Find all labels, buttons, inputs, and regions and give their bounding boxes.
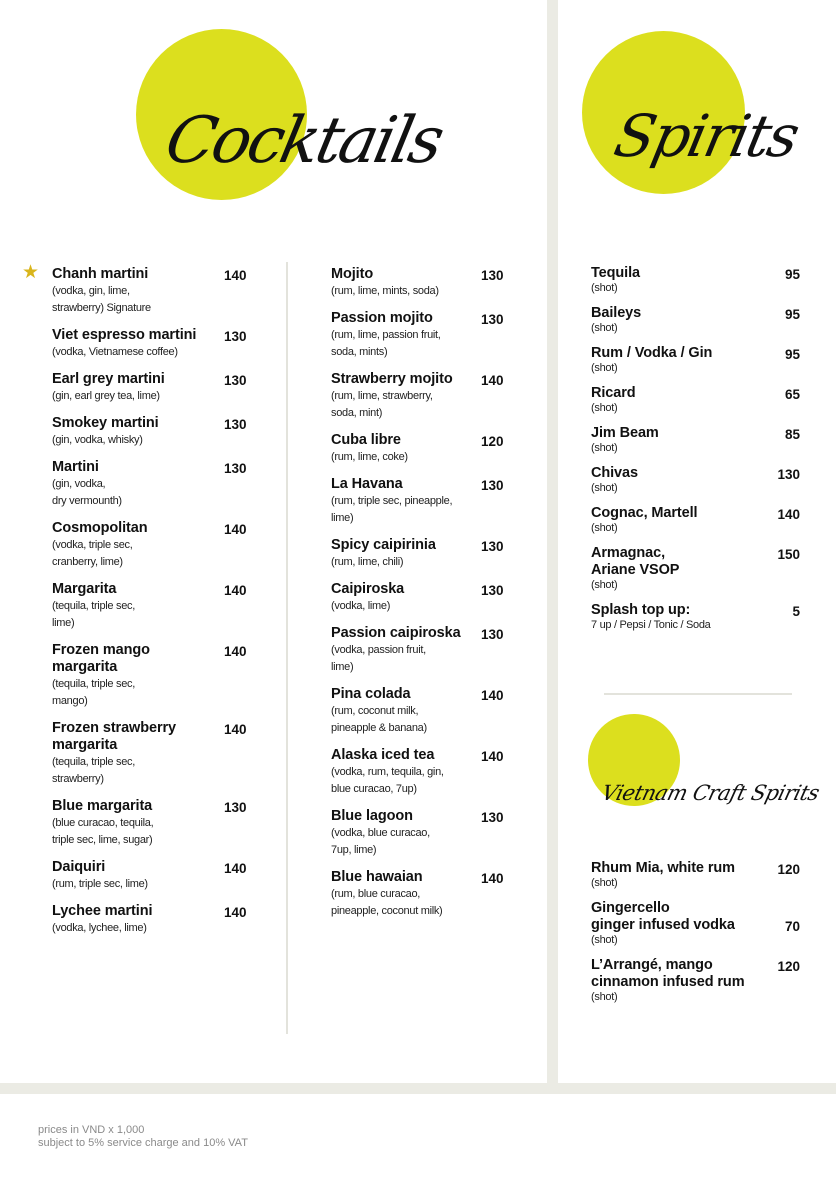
item-description: (tequila, triple sec, mango) xyxy=(52,678,135,707)
menu-item xyxy=(591,505,800,535)
item-description: (shot) xyxy=(591,362,618,374)
menu-item xyxy=(331,747,511,798)
item-description: (shot) xyxy=(591,522,618,534)
item-description: (rum, triple sec, lime) xyxy=(52,878,148,890)
item-name: Blue margarita xyxy=(52,798,153,814)
menu-item xyxy=(591,265,800,295)
menu-item xyxy=(52,371,262,405)
craft-heading xyxy=(596,730,822,840)
item-description: (shot) xyxy=(591,322,618,334)
menu-item xyxy=(52,415,262,449)
item-price: 130 xyxy=(224,373,247,388)
menu-item xyxy=(331,686,511,737)
item-description: (rum, lime, chili) xyxy=(331,556,404,568)
item-price: 130 xyxy=(224,800,247,815)
item-description: (vodka, Vietnamese coffee) xyxy=(52,346,178,358)
item-price: 140 xyxy=(481,688,504,703)
item-name: Daiquiri xyxy=(52,859,106,875)
item-description: (rum, lime, strawberry, soda, mint) xyxy=(331,390,433,419)
cocktails-divider xyxy=(286,262,288,1034)
menu-item xyxy=(591,345,800,375)
item-description: (tequila, triple sec, lime) xyxy=(52,600,135,629)
menu-item xyxy=(331,266,511,300)
item-description: (vodka, rum, tequila, gin, blue curacao, 7up) xyxy=(331,766,444,795)
menu-item xyxy=(52,903,262,937)
menu-item xyxy=(591,860,800,890)
item-description: (vodka, lychee, lime) xyxy=(52,922,147,934)
item-description: (shot) xyxy=(591,877,618,889)
spirits-divider xyxy=(604,693,792,695)
price-footnote xyxy=(38,1124,248,1150)
menu-item xyxy=(591,545,800,592)
item-name: Chanh martini xyxy=(52,266,149,282)
cocktails-list-right xyxy=(331,266,511,930)
item-price: 130 xyxy=(481,478,504,493)
item-description: (vodka, triple sec, cranberry, lime) xyxy=(52,539,133,568)
item-price: 130 xyxy=(481,268,504,283)
menu-item xyxy=(52,459,262,510)
menu-item xyxy=(331,371,511,422)
item-name: Frozen mango margarita xyxy=(52,642,150,675)
item-description: (gin, vodka, dry vermounth) xyxy=(52,478,122,507)
item-name: Strawberry mojito xyxy=(331,371,453,387)
item-price: 120 xyxy=(481,434,504,449)
item-description: (shot) xyxy=(591,482,618,494)
item-price: 5 xyxy=(792,604,800,619)
item-description: (vodka, lime) xyxy=(331,600,391,612)
item-price: 140 xyxy=(224,722,247,737)
item-price: 95 xyxy=(784,307,800,322)
item-price: 140 xyxy=(224,583,247,598)
item-price: 130 xyxy=(224,329,247,344)
item-name: Tequila xyxy=(591,265,640,281)
item-description: (vodka, passion fruit, lime) xyxy=(331,644,426,673)
item-name: Lychee martini xyxy=(52,903,153,919)
item-description: (shot) xyxy=(591,991,618,1003)
item-description: (blue curacao, tequila, triple sec, lime, sugar) xyxy=(52,817,154,846)
cocktails-list-left xyxy=(22,262,262,947)
item-name: Cognac, Martell xyxy=(591,505,698,521)
signature-star-icon: ★ xyxy=(22,262,40,283)
item-description: (shot) xyxy=(591,282,618,294)
item-name: Rhum Mia, white rum xyxy=(591,860,735,876)
footnote-service-charge: subject to 5% service charge and 10% VAT xyxy=(38,1137,248,1149)
item-name: Caipiroska xyxy=(331,581,405,597)
item-price: 140 xyxy=(481,749,504,764)
item-description: (vodka, blue curacao, 7up, lime) xyxy=(331,827,430,856)
item-description: (shot) xyxy=(591,579,618,591)
item-price: 130 xyxy=(777,467,800,482)
menu-item xyxy=(591,465,800,495)
column-gutter xyxy=(547,0,558,1093)
menu-item xyxy=(591,957,800,1004)
item-description: (rum, lime, mints, soda) xyxy=(331,285,439,297)
item-description: (rum, lime, passion fruit, soda, mints) xyxy=(331,329,441,358)
menu-item xyxy=(52,798,262,849)
item-price: 85 xyxy=(784,427,800,442)
item-name: Earl grey martini xyxy=(52,371,165,387)
item-description: (tequila, triple sec, strawberry) xyxy=(52,756,135,785)
item-name: Chivas xyxy=(591,465,638,481)
item-price: 130 xyxy=(481,627,504,642)
item-price: 95 xyxy=(784,267,800,282)
item-name: Passion caipiroska xyxy=(331,625,461,641)
menu-item xyxy=(331,476,511,527)
item-price: 120 xyxy=(777,862,800,877)
item-name: Jim Beam xyxy=(591,425,659,441)
spirits-list xyxy=(591,265,800,642)
menu-item xyxy=(331,432,511,466)
item-description: (shot) xyxy=(591,402,618,414)
item-price: 140 xyxy=(224,522,247,537)
cocktails-heading xyxy=(159,52,448,182)
item-name: Blue lagoon xyxy=(331,808,413,824)
item-name: Gingercello ginger infused vodka xyxy=(591,900,735,933)
item-name: Margarita xyxy=(52,581,117,597)
item-name: Ricard xyxy=(591,385,636,401)
menu-item xyxy=(52,642,262,710)
menu-item xyxy=(331,537,511,571)
craft-spirits-list xyxy=(591,860,800,1014)
item-description: (vodka, gin, lime, strawberry) Signature xyxy=(52,285,151,314)
item-price: 130 xyxy=(224,417,247,432)
item-name: Viet espresso martini xyxy=(52,327,197,343)
item-price: 70 xyxy=(784,919,800,934)
item-name: Rum / Vodka / Gin xyxy=(591,345,713,361)
menu-item xyxy=(52,720,262,788)
item-name: Cosmopolitan xyxy=(52,520,148,536)
menu-item xyxy=(331,625,511,676)
item-price: 130 xyxy=(481,583,504,598)
menu-item xyxy=(591,305,800,335)
item-price: 140 xyxy=(224,268,247,283)
item-price: 130 xyxy=(224,461,247,476)
item-price: 140 xyxy=(224,644,247,659)
item-description: (rum, coconut milk, pineapple & banana) xyxy=(331,705,427,734)
item-name: Frozen strawberry margarita xyxy=(52,720,177,753)
menu-item xyxy=(591,425,800,455)
menu-item xyxy=(22,262,262,317)
item-name: Blue hawaian xyxy=(331,869,423,885)
item-name: Alaska iced tea xyxy=(331,747,435,763)
item-price: 130 xyxy=(481,539,504,554)
item-name: Martini xyxy=(52,459,99,475)
item-price: 140 xyxy=(777,507,800,522)
menu-item xyxy=(52,581,262,632)
spirits-heading xyxy=(606,60,804,180)
item-name: Armagnac, Ariane VSOP xyxy=(591,545,680,578)
menu-item xyxy=(331,581,511,615)
item-price: 130 xyxy=(481,312,504,327)
item-price: 140 xyxy=(481,871,504,886)
item-price: 130 xyxy=(481,810,504,825)
item-name: Cuba libre xyxy=(331,432,401,448)
menu-item xyxy=(331,869,511,920)
svg-text:Spirits: Spirits xyxy=(608,102,804,170)
svg-text:Cocktails: Cocktails xyxy=(159,103,448,178)
footnote-currency: prices in VND x 1,000 xyxy=(38,1124,145,1136)
item-name: Smokey martini xyxy=(52,415,159,431)
item-name: Pina colada xyxy=(331,686,411,702)
item-price: 120 xyxy=(777,959,800,974)
item-description: (gin, earl grey tea, lime) xyxy=(52,390,160,402)
item-name: L’Arrangé, mango cinnamon infused rum xyxy=(591,957,745,990)
svg-text:Vietnam Craft Spirits: Vietnam Craft Spirits xyxy=(599,781,822,806)
menu-item xyxy=(52,859,262,893)
menu-item xyxy=(591,385,800,415)
item-name: Mojito xyxy=(331,266,374,282)
menu-item xyxy=(591,900,800,947)
item-description: (shot) xyxy=(591,442,618,454)
item-description: (gin, vodka, whisky) xyxy=(52,434,143,446)
item-name: La Havana xyxy=(331,476,403,492)
item-description: 7 up / Pepsi / Tonic / Soda xyxy=(591,619,711,631)
menu-item xyxy=(52,327,262,361)
item-name: Splash top up: xyxy=(591,602,691,618)
item-description: (rum, triple sec, pineapple, lime) xyxy=(331,495,453,524)
item-price: 140 xyxy=(481,373,504,388)
item-price: 65 xyxy=(784,387,800,402)
menu-item xyxy=(52,520,262,571)
item-price: 95 xyxy=(784,347,800,362)
item-name: Baileys xyxy=(591,305,642,321)
footer-gutter xyxy=(0,1083,836,1094)
item-description: (shot) xyxy=(591,934,618,946)
item-name: Spicy caipirinia xyxy=(331,537,436,553)
item-price: 140 xyxy=(224,861,247,876)
menu-item xyxy=(591,602,800,632)
menu-item xyxy=(331,310,511,361)
item-name: Passion mojito xyxy=(331,310,433,326)
item-description: (rum, lime, coke) xyxy=(331,451,408,463)
item-description: (rum, blue curacao, pineapple, coconut milk) xyxy=(331,888,443,917)
item-price: 140 xyxy=(224,905,247,920)
item-price: 150 xyxy=(777,547,800,562)
menu-item xyxy=(331,808,511,859)
